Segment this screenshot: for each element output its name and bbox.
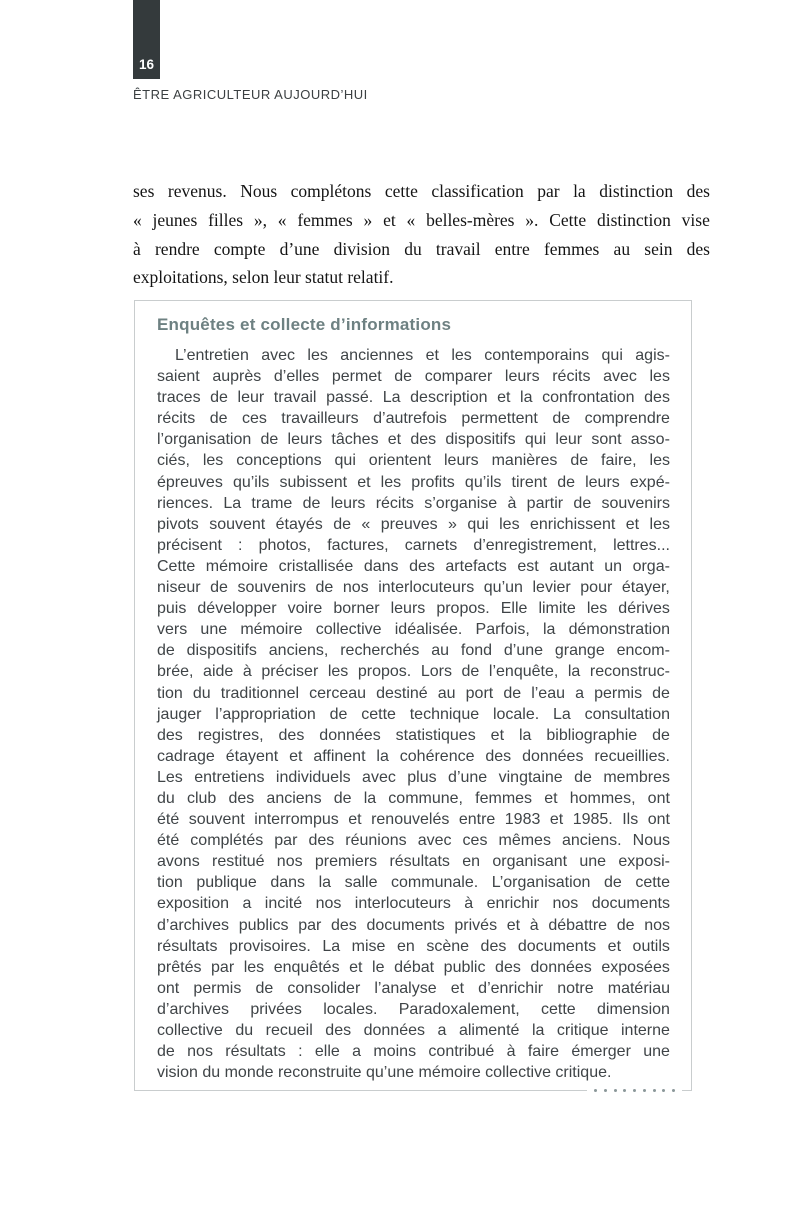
- text-line: été complétés par des réunions avec ces mêmes anciens. Nous: [157, 832, 670, 850]
- insert-box: [134, 300, 692, 1091]
- text-line: puis développer voire borner leurs propos. Elle limite les dérives: [157, 600, 670, 618]
- text-line: prêtés par les enquêtés et le débat public des données exposées: [157, 958, 670, 976]
- running-header: ÊTRE AGRICULTEUR AUJOURD’HUI: [133, 87, 368, 102]
- box-title: Enquêtes et collecte d’informations: [157, 315, 452, 334]
- text-line: ont permis de consolider l’analyse et d’enrichir notre matériau: [157, 979, 670, 997]
- text-line: Cette mémoire cristallisée dans des artefacts est autant un orga-: [157, 557, 670, 575]
- text-line: niseur de souvenirs de nos interlocuteurs qu’un levier pour étayer,: [157, 579, 670, 597]
- text-line: d’archives privées locales. Paradoxalement, cette dimension: [157, 1000, 670, 1018]
- text-line: tion du traditionnel cerceau destiné au port de l’eau a permis de: [157, 684, 670, 702]
- text-line: résultats provisoires. La mise en scène des documents et outils: [157, 937, 670, 955]
- text-line: tion publique dans la salle communale. L’organisation de cette: [157, 874, 670, 892]
- text-line: ses revenus. Nous complétons cette classification par la distinction des: [133, 181, 710, 201]
- text-line: exposition a incité nos interlocuteurs à enrichir nos documents: [157, 895, 670, 913]
- text-line: riences. La trame de leurs récits s’organise à partir de souvenirs: [157, 494, 670, 512]
- text-line: brée, aide à préciser les propos. Lors de l’enquête, la reconstruc-: [157, 663, 670, 681]
- text-line: vers une mémoire collective idéalisée. Parfois, la démonstration: [157, 621, 670, 639]
- text-line: saient auprès d’elles permet de comparer leurs récits avec les: [157, 368, 670, 386]
- dotted-ornament: [587, 1086, 682, 1094]
- text-line: pivots souvent étayés de « preuves » qui les enrichissent et les: [157, 515, 670, 533]
- text-line: vision du monde reconstruite qu’une mémoire collective critique.: [157, 1064, 612, 1082]
- box-paragraph: [157, 345, 670, 1083]
- text-line: du club des anciens de la commune, femmes et hommes, ont: [157, 789, 670, 807]
- text-line: exploitations, selon leur statut relatif.: [133, 267, 394, 288]
- page-number-tab: [133, 0, 160, 79]
- page-number: 16: [138, 57, 155, 72]
- intro-paragraph: [133, 177, 710, 292]
- text-line: précisent : photos, factures, carnets d’enregistrement, lettres...: [157, 536, 670, 554]
- text-line: à rendre compte d’une division du travail entre femmes au sein des: [133, 238, 710, 259]
- text-line: épreuves qu’ils subissent et les profits qu’ils tirent de leurs expé-: [157, 473, 670, 491]
- text-line: d’archives publics par des documents privés et à débattre de nos: [157, 916, 670, 934]
- text-line: collective du recueil des données a alimenté la critique interne: [157, 1022, 670, 1039]
- text-line: de nos résultats : elle a moins contribué à faire émerger une: [157, 1043, 670, 1061]
- text-line: de dispositifs anciens, recherchés au fond d’une grange encom-: [157, 642, 670, 660]
- text-line: l’organisation de leurs tâches et des dispositifs qui leur sont asso-: [157, 431, 670, 449]
- text-line: avons restitué nos premiers résultats en organisant une exposi-: [157, 853, 670, 871]
- text-line: traces de leur travail passé. La description et la confrontation des: [157, 389, 670, 407]
- text-line: récits de ces travailleurs d’autrefois permettent de comprendre: [157, 410, 670, 428]
- text-line: L’entretien avec les anciennes et les contemporains qui agis-: [175, 347, 670, 364]
- text-line: été souvent interrompus et renouvelés entre 1983 et 1985. Ils ont: [157, 811, 670, 829]
- text-line: « jeunes filles », « femmes » et « belles-mères ». Cette distinction vise: [133, 209, 710, 230]
- text-line: cadrage étayent et affinent la cohérence des données recueillies.: [157, 747, 670, 765]
- text-line: des registres, des données statistiques et la bibliographie de: [157, 726, 670, 744]
- text-line: Les entretiens individuels avec plus d’une vingtaine de membres: [157, 768, 670, 786]
- text-line: ciés, les conceptions qui orientent leurs manières de faire, les: [157, 452, 670, 470]
- text-line: jauger l’appropriation de cette technique locale. La consultation: [157, 705, 670, 723]
